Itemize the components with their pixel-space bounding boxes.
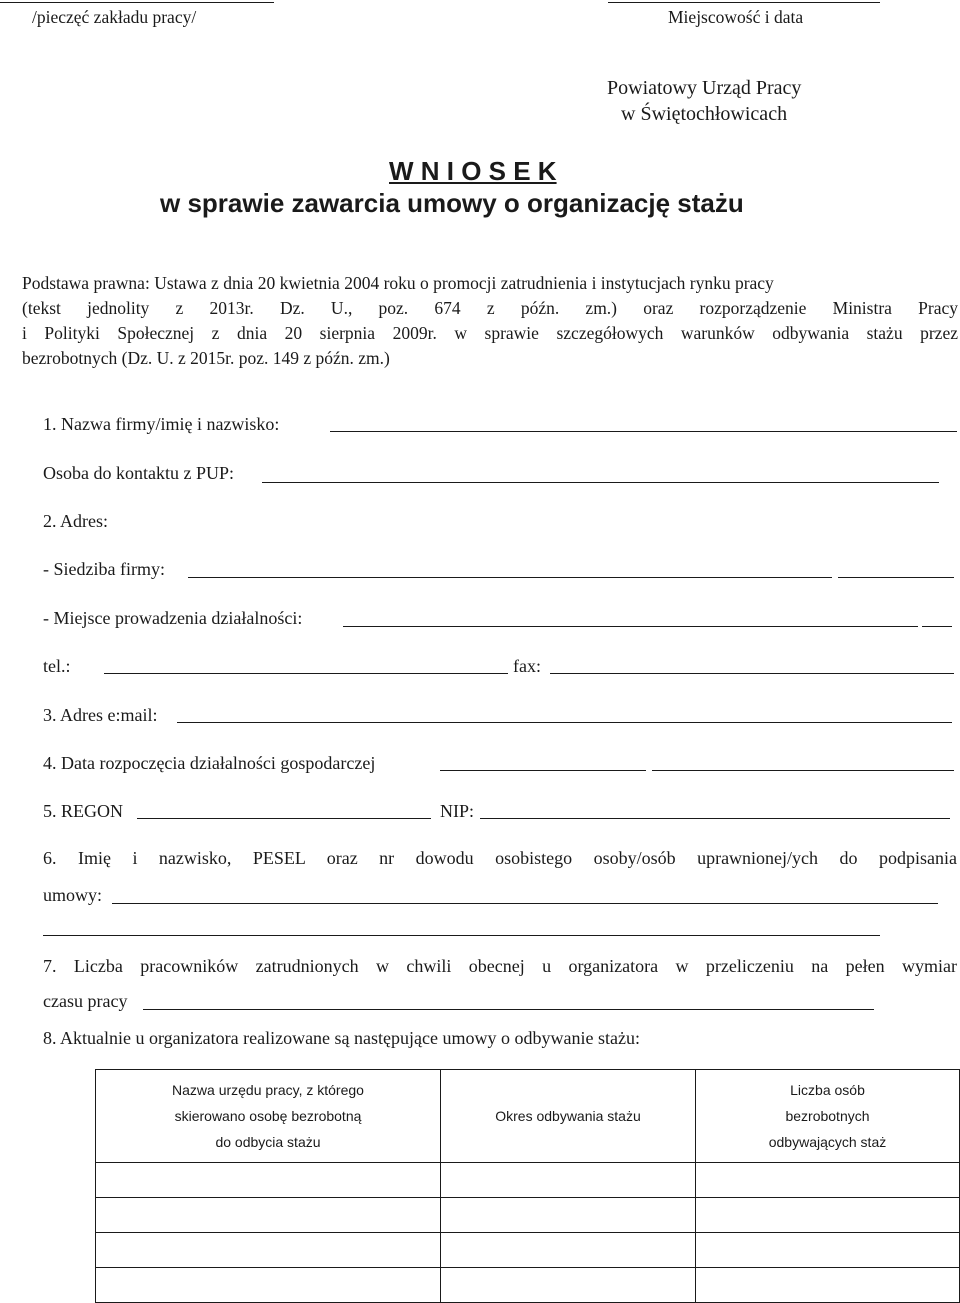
authorized-person-label: 6. Imię i nazwisko, PESEL oraz nr dowodu osobistego osoby/osób uprawnionej/ych do podpisania [43, 848, 957, 868]
table-cell[interactable] [96, 1163, 441, 1198]
table-cell[interactable] [696, 1198, 960, 1233]
addressee-line2: w Świętochłowicach [621, 103, 788, 125]
table-cell[interactable] [441, 1233, 696, 1268]
business-place-input-line[interactable] [343, 626, 918, 627]
authorized-person-label-cont: umowy: [43, 885, 103, 905]
document-subtitle: w sprawie zawarcia umowy o organizację stażu [160, 188, 744, 218]
table-cell[interactable] [441, 1163, 696, 1198]
company-name-label: 1. Nazwa firmy/imię i nazwisko: [43, 414, 280, 434]
regon-label: 5. REGON [43, 801, 123, 821]
nip-label: NIP: [440, 801, 475, 821]
fax-label: fax: [513, 656, 541, 676]
legal-basis-line-2: (tekst jednolity z 2013r. Dz. U., poz. 674 z późn. zm.) oraz rozporządzenie Ministra Pracy [22, 298, 958, 318]
table-cell[interactable] [696, 1233, 960, 1268]
addressee-line1: Powiatowy Urząd Pracy [607, 77, 802, 99]
stamp-signature-line [0, 2, 274, 3]
legal-basis-line-4: bezrobotnych (Dz. U. z 2015r. poz. 149 z późn. zm.) [22, 348, 390, 368]
header-unemployed-count: Liczba osób bezrobotnych odbywających staż [696, 1070, 960, 1163]
header-office-name: Nazwa urzędu pracy, z którego skierowano osobę bezrobotną do odbycia stażu [96, 1070, 441, 1163]
document-title: W N I O S E K [389, 156, 557, 186]
table-header-row [96, 1070, 960, 1163]
nip-input-line[interactable] [480, 818, 950, 819]
table-row [96, 1163, 960, 1198]
company-seat-label: - Siedziba firmy: [43, 559, 165, 579]
table-cell[interactable] [96, 1268, 441, 1303]
contact-person-input-line[interactable] [262, 482, 939, 483]
table-row [96, 1233, 960, 1268]
company-name-input-line[interactable] [330, 431, 957, 432]
business-place-label: - Miejsce prowadzenia działalności: [43, 608, 303, 628]
email-label: 3. Adres e:mail: [43, 705, 158, 725]
business-start-label: 4. Data rozpoczęcia działalności gospodarczej [43, 753, 376, 773]
company-seat-input-line-extra[interactable] [838, 577, 954, 578]
employees-count-label: 7. Liczba pracowników zatrudnionych w chwili obecnej u organizatora w przeliczeniu na pełen wymiar [43, 956, 957, 976]
table-row [96, 1198, 960, 1233]
place-date-label: Miejscowość i data [668, 7, 804, 27]
table-row [96, 1268, 960, 1303]
business-start-input-line[interactable] [440, 770, 646, 771]
legal-basis-line-3: i Polityki Społecznej z dnia 20 sierpnia 2009r. w sprawie szczegółowych warunków odbywania stażu przez [22, 323, 958, 343]
business-place-input-line-extra[interactable] [922, 626, 952, 627]
internships-table [95, 1069, 960, 1303]
table-cell[interactable] [96, 1198, 441, 1233]
table-cell[interactable] [696, 1163, 960, 1198]
legal-basis-line-1: Podstawa prawna: Ustawa z dnia 20 kwietnia 2004 roku o promocji zatrudnienia i instytucjach rynku pracy [22, 273, 774, 293]
place-date-signature-line [608, 2, 880, 3]
phone-input-line[interactable] [104, 673, 508, 674]
stamp-label: /pieczęć zakładu pracy/ [32, 7, 197, 27]
business-start-input-line-extra[interactable] [652, 770, 954, 771]
authorized-person-input-line-2[interactable] [43, 935, 880, 936]
table-cell[interactable] [441, 1268, 696, 1303]
email-input-line[interactable] [177, 722, 952, 723]
employees-count-input-line[interactable] [143, 1009, 874, 1010]
phone-label: tel.: [43, 656, 71, 676]
employees-count-label-cont: czasu pracy [43, 991, 128, 1011]
table-cell[interactable] [96, 1233, 441, 1268]
table-cell[interactable] [696, 1268, 960, 1303]
authorized-person-input-line-1[interactable] [112, 903, 938, 904]
address-label: 2. Adres: [43, 511, 108, 531]
internships-label: 8. Aktualnie u organizatora realizowane są następujące umowy o odbywanie stażu: [43, 1028, 640, 1048]
company-seat-input-line[interactable] [188, 577, 832, 578]
table-cell[interactable] [441, 1198, 696, 1233]
header-internship-period: Okres odbywania stażu [441, 1070, 696, 1163]
contact-person-label: Osoba do kontaktu z PUP: [43, 463, 234, 483]
regon-input-line[interactable] [137, 818, 431, 819]
fax-input-line[interactable] [550, 673, 954, 674]
